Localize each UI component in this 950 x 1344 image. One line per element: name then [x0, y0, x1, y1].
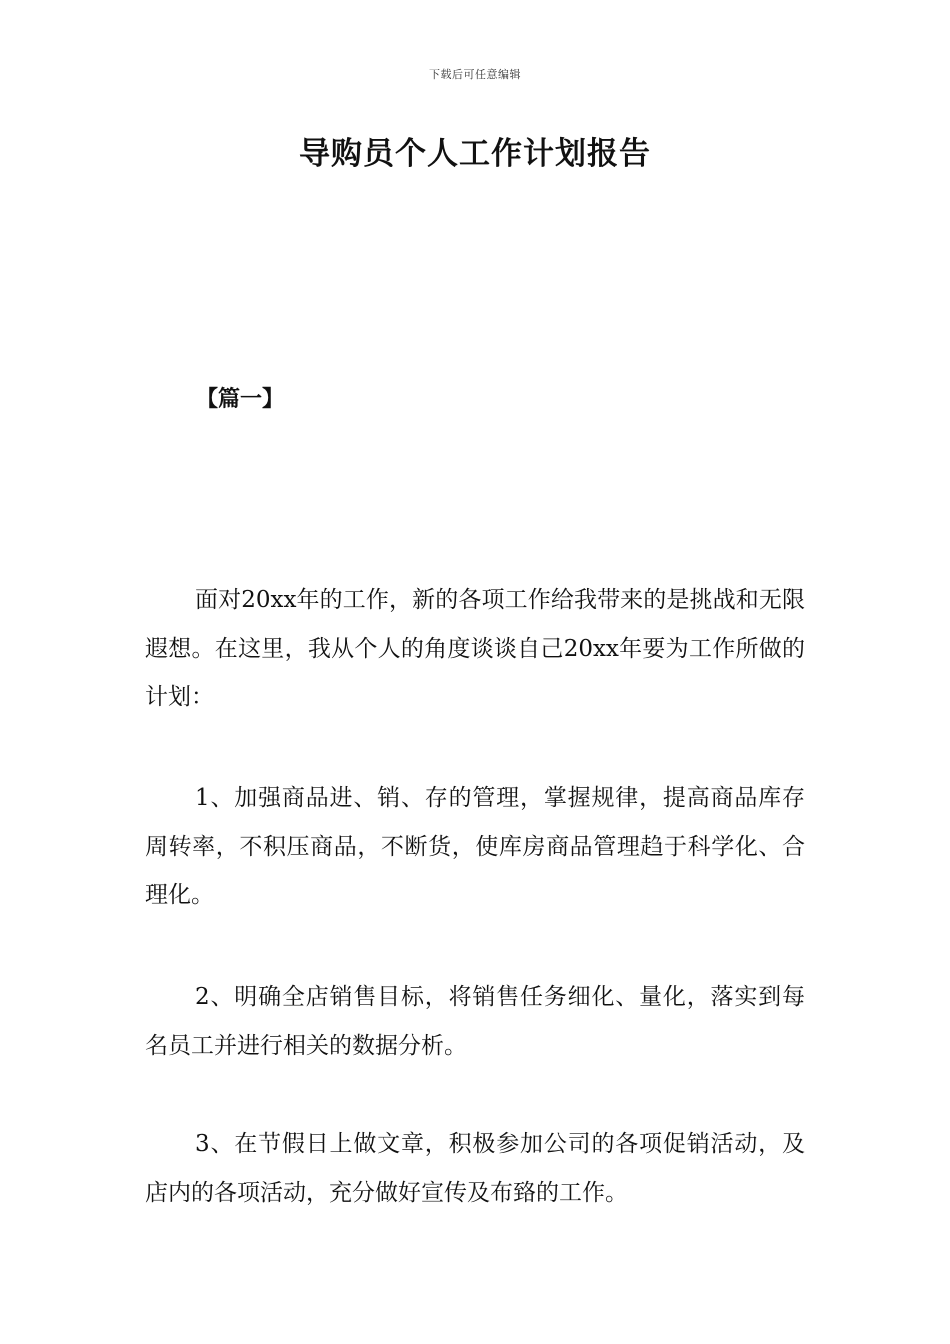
paragraph-item-1: 1、加强商品进、销、存的管理，掌握规律，提高商品库存周转率，不积压商品，不断货，使库房商品管理趋于科学化、合理化。 [145, 785, 805, 908]
paragraph-item-2: 2、明确全店销售目标，将销售任务细化、量化，落实到每名员工并进行相关的数据分析。 [145, 984, 805, 1059]
paragraph-intro: 面对20xx年的工作，新的各项工作给我带来的是挑战和无限遐想。在这里，我从个人的角度谈谈自己20xx年要为工作所做的计划： [145, 587, 805, 710]
paragraph-item-3: 3、在节假日上做文章，积极参加公司的各项促销活动，及店内的各项活动，充分做好宣传及布臵的工作。 [145, 1131, 805, 1206]
section-heading: 【篇一】 [196, 387, 285, 412]
header-note: 下载后可任意编辑 [429, 68, 521, 81]
document-title: 导购员个人工作计划报告 [299, 136, 651, 172]
